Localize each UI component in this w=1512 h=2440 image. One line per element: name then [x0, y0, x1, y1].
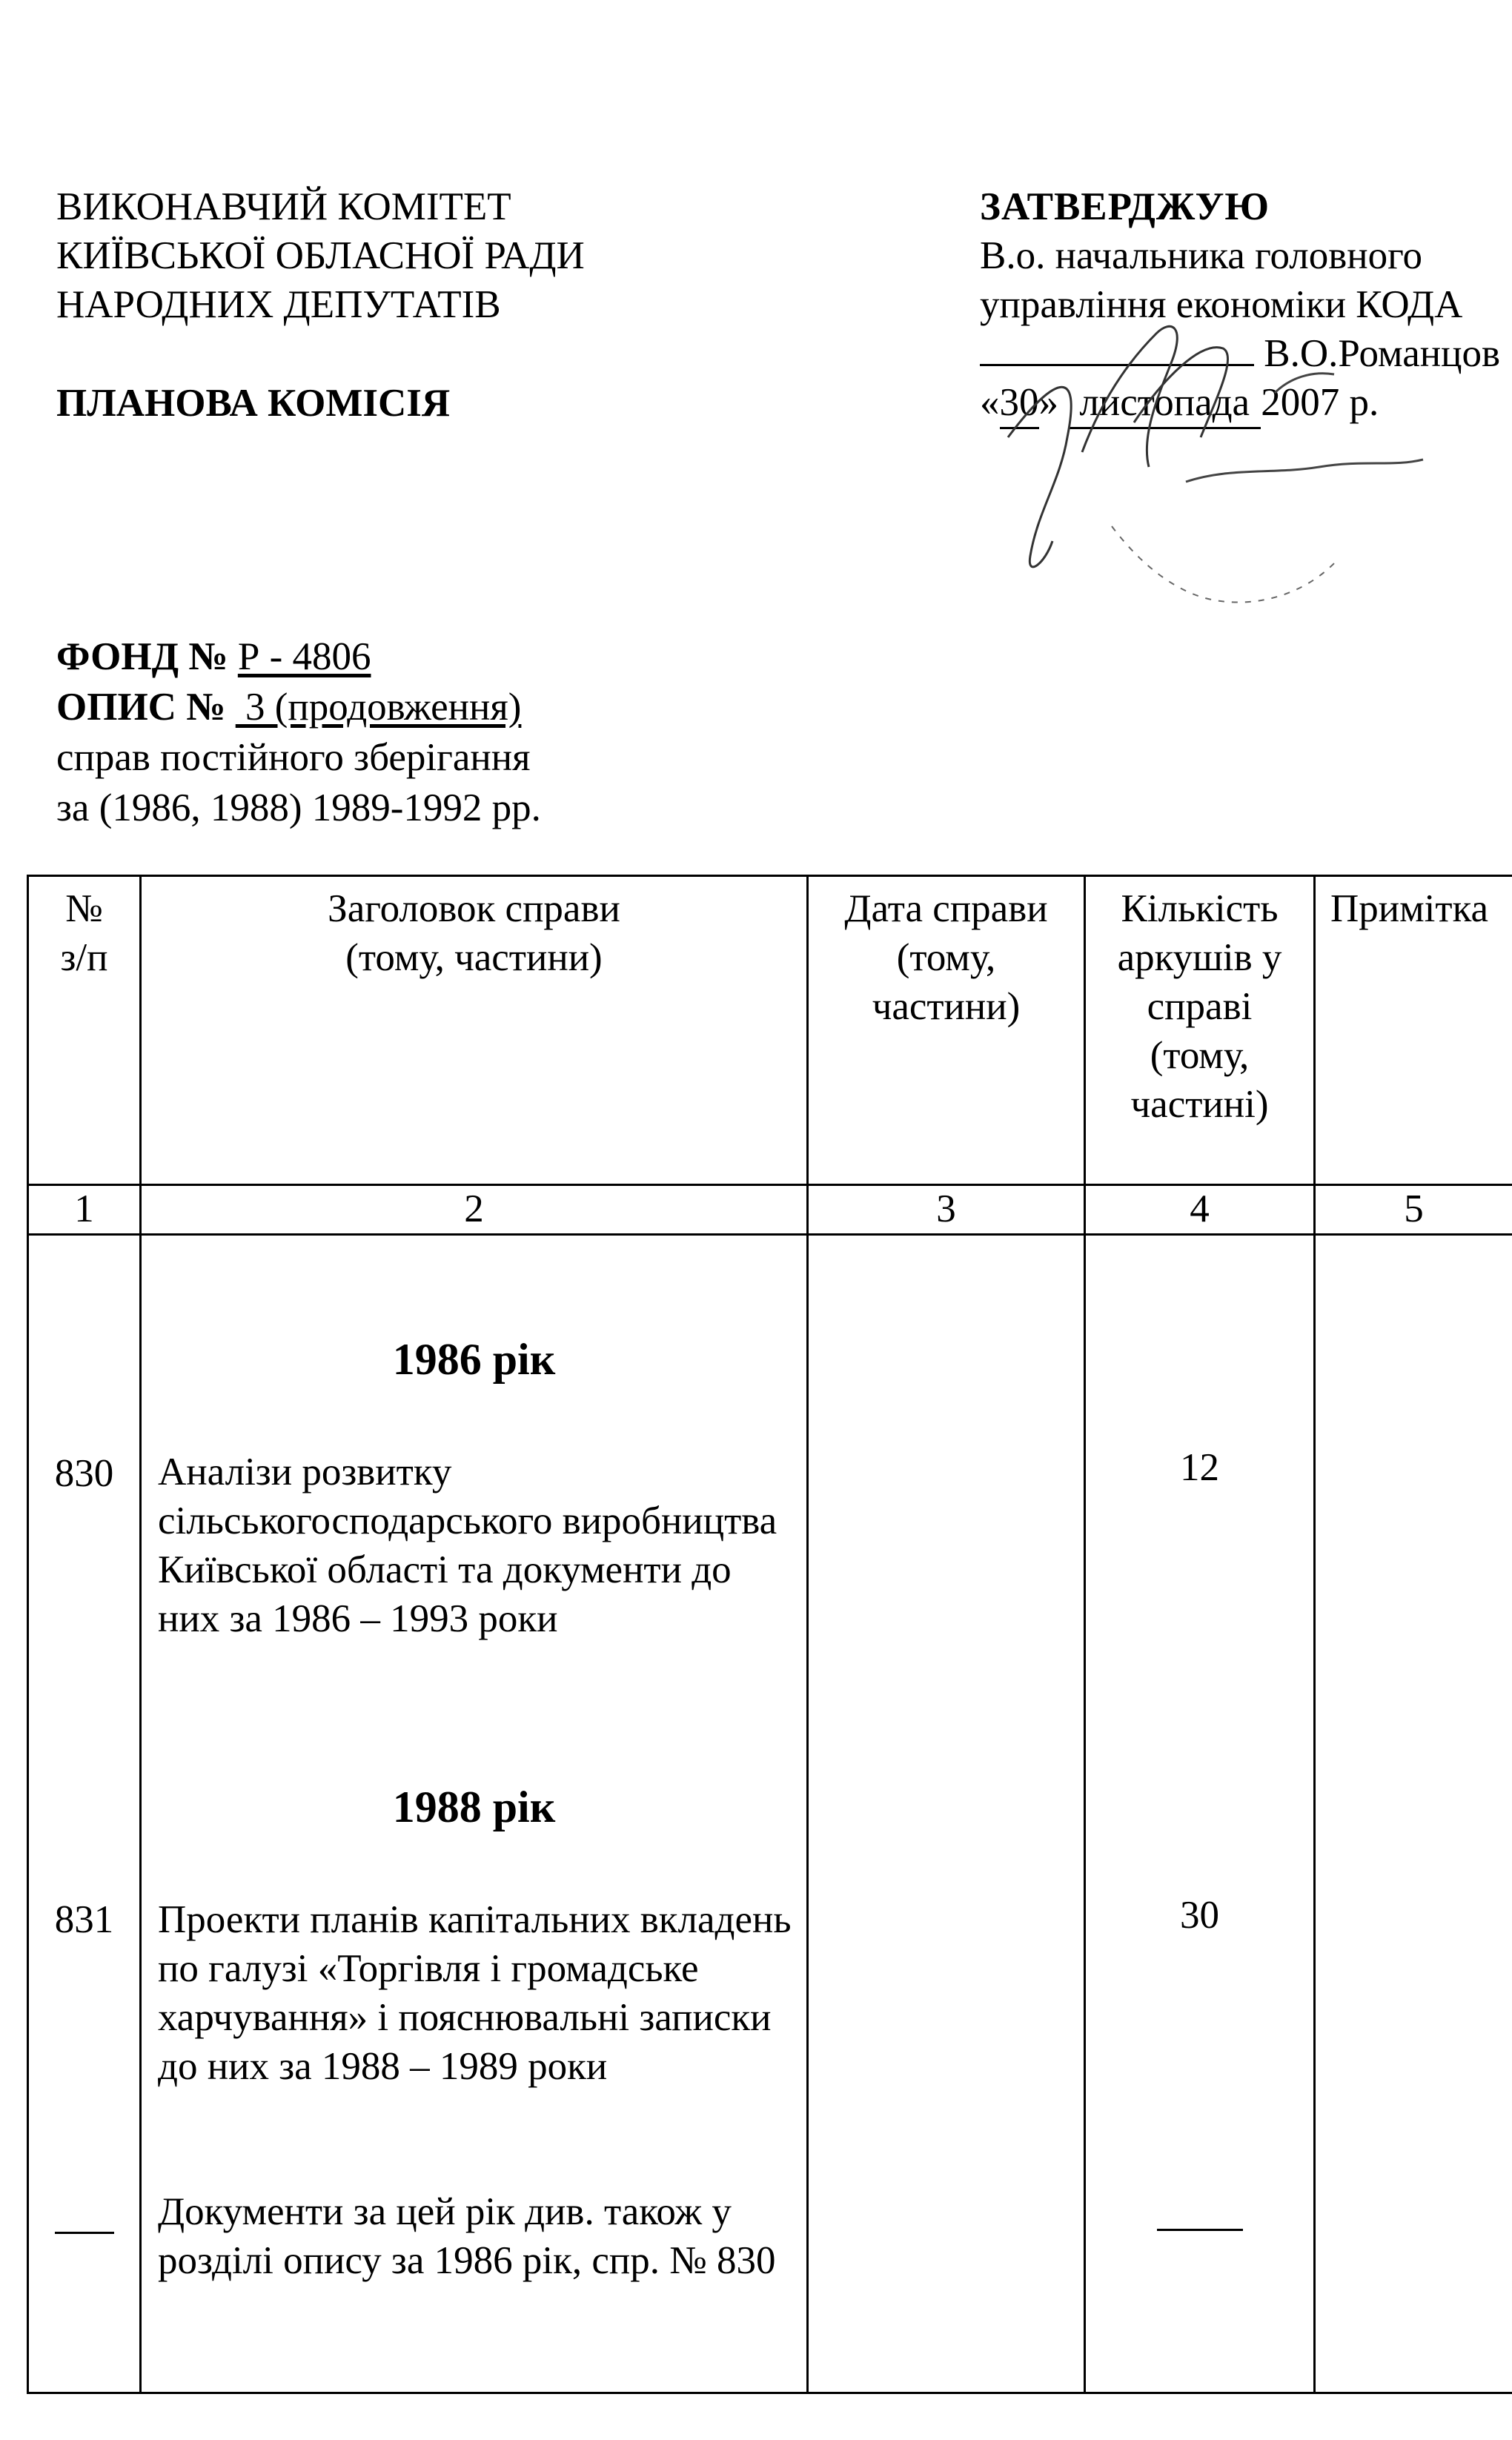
approval-position-line-2: управління економіки КОДА — [980, 283, 1463, 326]
row-title-831: Проекти планів капітальних вкладень по галузі «Торгівля і громадське харчування» і пояснювальні записки до них за 1988 – 1989 роки — [158, 1898, 792, 2088]
period-line: за (1986, 1988) 1989-1992 рр. — [56, 786, 541, 829]
header-note: Примітка — [1315, 876, 1512, 1185]
row-number-830: 830 — [54, 1452, 114, 1495]
column-number-4: 4 — [1085, 1185, 1315, 1235]
date-quote-close: » — [1038, 381, 1058, 424]
approval-title: ЗАТВЕРДЖУЮ — [980, 185, 1270, 228]
table-header-row — [28, 876, 1512, 1185]
body-title-column — [141, 1235, 808, 2393]
row-title-crossref: Документи за цей рік див. також у розділі опису за 1986 рік, спр. № 830 — [158, 2190, 776, 2282]
column-number-2: 2 — [141, 1185, 808, 1235]
opis-line — [56, 682, 541, 732]
header-date: Дата справи (тому, частини) — [808, 876, 1085, 1185]
row-number-dash — [55, 2232, 114, 2234]
fond-description — [56, 631, 541, 833]
fond-line — [56, 631, 541, 682]
org-line-1: ВИКОНАВЧИЙ КОМІТЕТ — [56, 185, 511, 228]
row-title-830: Аналізи розвитку сільськогосподарського виробництва Київської області та документи до них за 1986 – 1993 роки — [158, 1451, 777, 1640]
date-month: листопада — [1068, 378, 1261, 429]
org-line-2: КИЇВСЬКОЇ ОБЛАСНОЇ РАДИ — [56, 234, 585, 277]
section-year-1988: 1988 рік — [392, 1783, 556, 1831]
inventory-table — [27, 875, 1512, 2394]
row-sheets-831: 30 — [1180, 1894, 1219, 1937]
body-number-column — [28, 1235, 141, 2393]
body-note-column — [1315, 1235, 1512, 2393]
date-day: 30 — [1000, 378, 1039, 429]
storage-line: справ постійного зберігання — [56, 736, 531, 779]
column-number-row — [28, 1185, 1512, 1235]
commission-title: ПЛАНОВА КОМІСІЯ — [56, 382, 451, 425]
row-number-831: 831 — [54, 1898, 114, 1941]
header-title: Заголовок справи (тому, частини) — [141, 876, 808, 1185]
table-body-row — [28, 1235, 1512, 2393]
column-number-3: 3 — [808, 1185, 1085, 1235]
org-line-3: НАРОДНИХ ДЕПУТАТІВ — [56, 283, 501, 326]
handwritten-signature — [964, 245, 1512, 615]
fond-label: ФОНД № — [56, 635, 228, 678]
fond-number: Р - 4806 — [237, 635, 371, 678]
opis-label: ОПИС № — [56, 686, 226, 729]
approval-signatory: В.О.Романцов — [1264, 332, 1500, 375]
date-quote-open: « — [980, 381, 1000, 424]
approval-position-line-1: В.о. начальника головного — [980, 234, 1423, 277]
column-number-5: 5 — [1315, 1185, 1512, 1235]
header-sheets: Кількість аркушів у справі (тому, частині) — [1085, 876, 1315, 1185]
header-number: № з/п — [28, 876, 141, 1185]
body-sheets-column — [1085, 1235, 1315, 2393]
opis-number: 3 (продовження) — [235, 686, 522, 729]
row-sheets-830: 12 — [1180, 1446, 1219, 1489]
body-date-column — [808, 1235, 1085, 2393]
row-sheets-dash — [1157, 2229, 1243, 2231]
section-year-1986: 1986 рік — [392, 1335, 556, 1384]
column-number-1: 1 — [28, 1185, 141, 1235]
organization-header — [56, 182, 585, 329]
date-year: 2007 р. — [1261, 381, 1379, 424]
